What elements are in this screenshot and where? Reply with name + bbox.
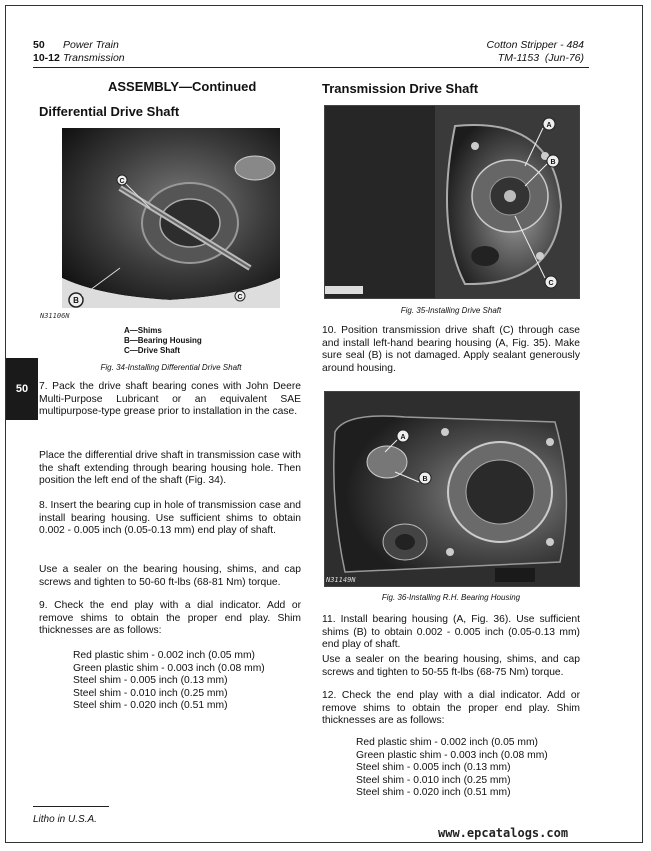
shim-list-left <box>73 650 265 713</box>
figure-36-photo <box>324 391 580 587</box>
fig36-caption: Fig. 36-Installing R.H. Bearing Housing <box>381 593 521 602</box>
fig35-callout-a: A <box>546 122 552 129</box>
fig35-caption: Fig. 35-Installing Drive Shaft <box>400 306 502 315</box>
header-right <box>487 39 584 65</box>
shim-item: Steel shim - 0.020 inch (0.51 mm) <box>356 787 511 798</box>
fig34-callout-c-bottom: C <box>237 294 243 301</box>
fig36-serial: N31149N <box>326 576 356 584</box>
shim-item: Steel shim - 0.010 inch (0.25 mm) <box>356 774 511 786</box>
step-10: 10. Position transmission drive shaft (C) through case and install left-hand bearing housing (A, Fig. 35). Make sure seal (B) is not damaged. Apply sealant generously around housing. <box>322 325 580 374</box>
shim-item: Green plastic shim - 0.003 inch (0.08 mm) <box>73 662 265 674</box>
manual-page <box>5 5 643 843</box>
shim-item: Steel shim - 0.020 inch (0.51 mm) <box>73 700 228 711</box>
step-8: 8. Insert the bearing cup in hole of transmission case and install bearing housing. Use sufficient shims to obtain 0.002 - 0.005 inch (0.05-0.13 mm) end play of shaft. <box>39 500 301 536</box>
litho-text: Litho in U.S.A. <box>33 814 97 825</box>
header-rule <box>33 67 589 68</box>
shim-item: Red plastic shim - 0.002 inch (0.05 mm) <box>356 737 538 748</box>
legend-shims: A—Shims <box>124 326 162 335</box>
differential-drive-shaft-heading: Differential Drive Shaft <box>39 104 180 119</box>
shim-item: Steel shim - 0.005 inch (0.13 mm) <box>356 762 511 773</box>
shim-item: Green plastic shim - 0.003 inch (0.08 mm) <box>356 749 548 761</box>
step-7: 7. Pack the drive shaft bearing cones with John Deere Multi-Purpose Lubricant or an equivalent SAE multipurpose-type grease prior to installation in the case. <box>39 381 301 417</box>
fig36-callout-b: B <box>422 476 428 483</box>
fig34-serial: N31106N <box>40 312 70 320</box>
assembly-heading: ASSEMBLY—Continued <box>108 79 257 94</box>
shim-item: Steel shim - 0.005 inch (0.13 mm) <box>73 675 228 686</box>
figure-34-photo <box>40 128 302 308</box>
website-watermark: www.epcatalogs.com <box>438 826 569 840</box>
fig34-caption: Fig. 34-Installing Differential Drive Shaft <box>100 363 242 372</box>
header-section-number: 50 <box>33 39 45 51</box>
header-left-title: Power Train <box>63 39 119 51</box>
step-11: 11. Install bearing housing (A, Fig. 36). Use sufficient shims (B) to obtain 0.002 - 0.005 inch (0.05-0.13 mm) end play of shaft. <box>322 614 580 650</box>
figure-35-illustration <box>325 106 579 298</box>
shim-item: Red plastic shim - 0.002 inch (0.05 mm) <box>73 650 255 661</box>
figure-34-illustration <box>40 128 302 308</box>
section-tab: 50 <box>6 358 38 420</box>
legend-bearing-housing: B—Bearing Housing <box>124 336 202 345</box>
sealer-paragraph-left: Use a sealer on the bearing housing, shims, and cap screws and tighten to 50-60 ft-lbs (68-81 Nm) torque. <box>39 564 301 588</box>
fig35-callout-c: C <box>548 280 554 287</box>
header-manual-number: TM-1153 <box>497 52 540 64</box>
fig36-callout-a: A <box>400 434 406 441</box>
place-shaft-paragraph: Place the differential drive shaft in transmission case with the shaft extending through bearing housing hole. Then position the left end of the shaft (Fig. 34). <box>39 450 301 486</box>
footer-rule <box>33 806 109 807</box>
sealer-paragraph-right: Use a sealer on the bearing housing, shims, and cap screws and tighten to 50-55 ft-lbs (68-75 Nm) torque. <box>322 654 580 678</box>
shim-item: Steel shim - 0.010 inch (0.25 mm) <box>73 687 228 699</box>
step-9: 9. Check the end play with a dial indicator. Add or remove shims to obtain the proper end play. Shim thicknesses are as follows: <box>39 600 301 636</box>
transmission-drive-shaft-heading: Transmission Drive Shaft <box>322 81 479 96</box>
fig34-callout-b: B <box>73 296 79 305</box>
figure-36-illustration <box>325 392 579 586</box>
header-date: (Jun-76) <box>544 52 584 64</box>
fig35-callout-b: B <box>550 159 556 166</box>
figure-35-photo <box>324 105 580 299</box>
shim-list-right <box>356 737 548 800</box>
header-left <box>33 39 125 65</box>
header-right-title: Cotton Stripper - 484 <box>486 39 584 51</box>
legend-drive-shaft: C—Drive Shaft <box>124 346 181 355</box>
header-left-subtitle: Transmission <box>63 52 125 64</box>
step-12: 12. Check the end play with a dial indicator. Add or remove shims to obtain the proper end play. Shim thicknesses are as follows: <box>322 690 580 726</box>
fig34-callout-c-top: C <box>119 178 125 185</box>
fig34-legend <box>124 326 202 356</box>
header-page-number: 10-12 <box>33 52 60 64</box>
